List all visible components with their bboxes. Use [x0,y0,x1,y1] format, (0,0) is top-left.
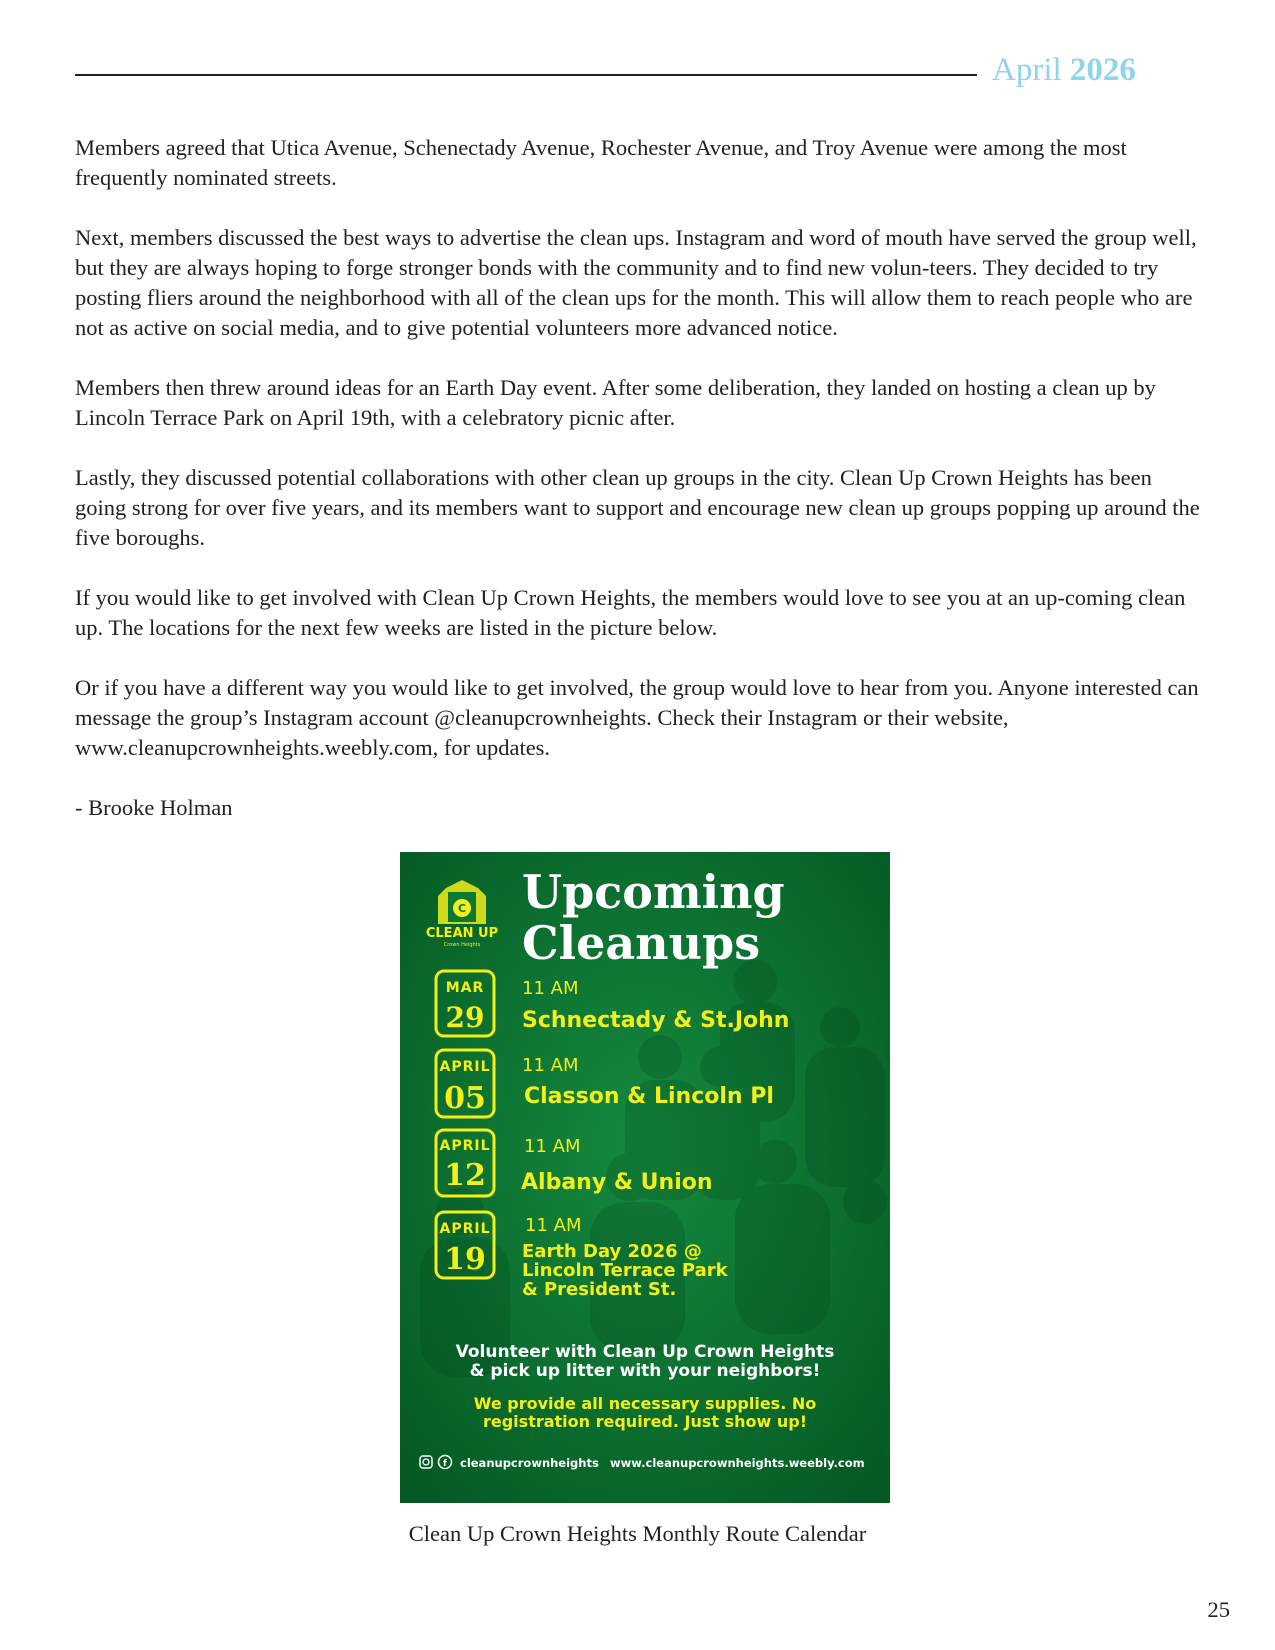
event-month: MAR [445,980,485,996]
event-time: 11 AM [522,1055,579,1076]
svg-text:C: C [457,902,467,915]
header-month: April [992,52,1062,88]
event-location-line: Lincoln Terrace Park [522,1260,728,1281]
logo-title: CLEAN UP [425,926,499,941]
page-number: 25 [1207,1597,1230,1622]
paragraph: Members agreed that Utica Avenue, Schenectady Avenue, Rochester Avenue, and Troy Avenue were among the most frequently nominated streets. [75,135,1127,190]
event-location: Albany & Union [521,1170,713,1195]
header-date [992,52,1136,89]
article-body [75,133,1200,823]
event-location-line: Earth Day 2026 @ [522,1241,702,1262]
event-month: APRIL [439,1138,491,1154]
event-day: 05 [444,1081,486,1116]
paragraph: Or if you have a different way you would like to get involved, the group would love to hear from you. Anyone interested can message the group’s Instagram account @cleanupcrownheights. Check their Instagram or their website, www.cleanupcrownheights.weebly.com, for updates. [75,675,1199,760]
byline: - Brooke Holman [75,795,233,820]
event-day: 12 [444,1158,486,1193]
flyer-website: www.cleanupcrownheights.weebly.com [610,1456,865,1470]
logo-subtitle: Crown Heights [443,942,481,948]
paragraph: If you would like to get involved with Clean Up Crown Heights, the members would love to see you at an up-coming clean up. The locations for the next few weeks are listed in the picture below. [75,585,1186,640]
volunteer-line: Volunteer with Clean Up Crown Heights [455,1342,835,1362]
header-rule [75,74,977,76]
event-time: 11 AM [525,1215,582,1236]
social-handle: cleanupcrownheights [460,1456,599,1470]
event-time: 11 AM [524,1136,581,1157]
volunteer-line: & pick up litter with your neighbors! [469,1361,821,1381]
flyer-title-line1: Upcoming [522,865,785,919]
event-location-line: & President St. [522,1279,677,1300]
event-location: Schnectady & St.John [522,1008,790,1033]
event-month: APRIL [439,1059,491,1075]
header-year: 2026 [1069,52,1136,88]
event-location: Classon & Lincoln Pl [524,1084,774,1109]
flyer-title-line2: Cleanups [522,916,761,970]
flyer-graphic [400,852,890,1503]
paragraph: Next, members discussed the best ways to advertise the clean ups. Instagram and word of mouth have served the group well, but they are always hoping to forge stronger bonds with the community and to find new volun-teers. They decided to try posting fliers around the neighborhood with all of the clean ups for the month. This will allow them to reach people who are not as active on social media, and to give potential volunteers more advanced notice. [75,225,1197,340]
paragraph: Lastly, they discussed potential collaborations with other clean up groups in the city. Clean Up Crown Heights has been going strong for over five years, and its members want to support and encourage new clean up groups popping up around the five boroughs. [75,465,1200,550]
supplies-line: registration required. Just show up! [482,1412,808,1431]
svg-text:f: f [443,1459,447,1469]
event-day: 29 [445,1001,485,1034]
event-time: 11 AM [522,978,579,999]
event-day: 19 [444,1242,486,1277]
supplies-line: We provide all necessary supplies. No [473,1394,817,1413]
cleanup-flyer [400,852,890,1503]
event-month: APRIL [439,1221,491,1237]
figure-caption: Clean Up Crown Heights Monthly Route Calendar [408,1521,867,1546]
paragraph: Members then threw around ideas for an Earth Day event. After some deliberation, they landed on hosting a clean up by Lincoln Terrace Park on April 19th, with a celebratory picnic after. [75,375,1156,430]
